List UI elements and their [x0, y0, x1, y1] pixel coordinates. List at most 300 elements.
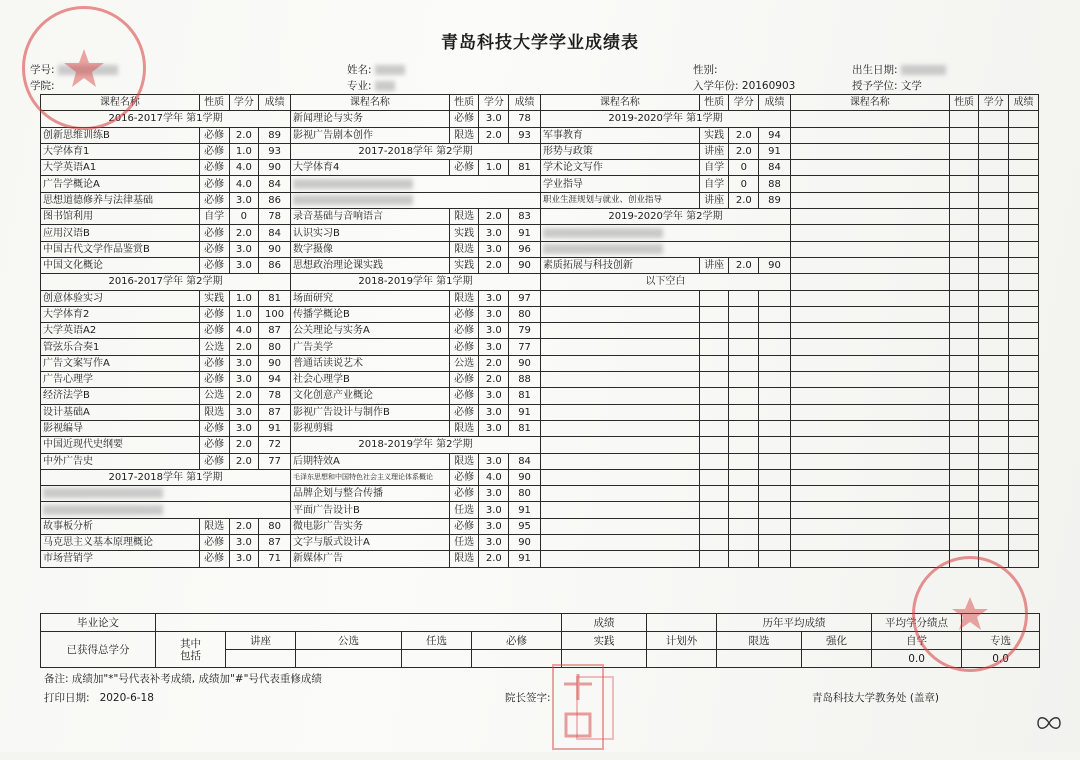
course-name: 公关理论与实务A [290, 323, 449, 339]
dean-signature-label: 院长签字: [505, 692, 551, 704]
empty-cell [979, 225, 1009, 241]
redacted-value [43, 488, 163, 498]
college-label: 学院: [30, 80, 55, 92]
empty-cell [1009, 257, 1039, 273]
course-score: 80 [259, 339, 291, 355]
semester-header: 2017-2018学年 第2学期 [290, 143, 540, 159]
course-name: 图书馆利用 [41, 209, 200, 225]
course-score: 90 [509, 257, 541, 273]
empty-cell [790, 225, 949, 241]
empty-cell [979, 469, 1009, 485]
course-type: 必修 [449, 518, 479, 534]
course-name: 广告心理学 [41, 372, 200, 388]
course-name: 形势与政策 [540, 143, 699, 159]
course-name: 传播学概论B [290, 306, 449, 322]
credit-category: 强化 [802, 632, 872, 650]
course-name: 新媒体广告 [290, 551, 449, 567]
course-score: 91 [509, 404, 541, 420]
empty-cell [979, 388, 1009, 404]
course-score: 90 [509, 355, 541, 371]
empty-cell [979, 404, 1009, 420]
course-credit: 3.0 [479, 404, 509, 420]
empty-cell [949, 192, 979, 208]
empty-cell [790, 192, 949, 208]
course-type: 必修 [449, 469, 479, 485]
course-credit: 3.0 [229, 404, 259, 420]
semester-header: 2018-2019学年 第2学期 [290, 437, 540, 453]
semester-header: 2016-2017学年 第1学期 [41, 111, 291, 127]
course-score: 88 [759, 176, 791, 192]
course-credit: 3.0 [479, 453, 509, 469]
table-row [41, 225, 1039, 241]
course-score: 77 [259, 453, 291, 469]
empty-cell [790, 176, 949, 192]
course-type: 讲座 [699, 143, 729, 159]
empty-cell [790, 518, 949, 534]
empty-cell [1009, 143, 1039, 159]
table-row [41, 502, 1039, 518]
column-header: 学分 [729, 95, 759, 111]
course-credit: 2.0 [229, 437, 259, 453]
gender-field [693, 62, 718, 77]
course-name: 录音基础与音响语言 [290, 209, 449, 225]
course-type: 限选 [199, 518, 229, 534]
course-name: 设计基础A [41, 404, 200, 420]
course-type: 必修 [449, 388, 479, 404]
course-credit: 3.0 [229, 257, 259, 273]
empty-cell [729, 551, 759, 567]
empty-cell [790, 160, 949, 176]
empty-cell [759, 323, 791, 339]
credit-category-value: 0.0 [872, 650, 962, 668]
empty-cell [979, 257, 1009, 273]
empty-cell [790, 127, 949, 143]
course-name: 影视剪辑 [290, 420, 449, 436]
redacted-row [41, 502, 291, 518]
course-credit: 3.0 [479, 306, 509, 322]
course-type: 自学 [199, 209, 229, 225]
course-name: 马克思主义基本原理概论 [41, 535, 200, 551]
credit-category-value: 0.0 [962, 650, 1040, 668]
course-type: 必修 [449, 486, 479, 502]
table-row [41, 469, 1039, 485]
course-name: 广告文案写作A [41, 355, 200, 371]
course-credit: 3.0 [479, 339, 509, 355]
course-type: 必修 [199, 453, 229, 469]
redacted-value [43, 505, 163, 515]
course-score: 94 [259, 372, 291, 388]
course-credit: 2.0 [229, 225, 259, 241]
course-credit: 2.0 [229, 127, 259, 143]
empty-cell [729, 388, 759, 404]
table-row [41, 372, 1039, 388]
course-name: 数字摄像 [290, 241, 449, 257]
empty-cell [790, 502, 949, 518]
column-header: 性质 [449, 95, 479, 111]
empty-cell [759, 290, 791, 306]
table-row [41, 290, 1039, 306]
redacted-value [293, 195, 413, 205]
course-name: 广告美学 [290, 339, 449, 355]
empty-cell [1009, 290, 1039, 306]
empty-cell [759, 486, 791, 502]
empty-cell [979, 241, 1009, 257]
semester-header: 2019-2020学年 第1学期 [540, 111, 790, 127]
print-date [44, 690, 154, 705]
credit-category-value [802, 650, 872, 668]
course-score: 97 [509, 290, 541, 306]
empty-cell [540, 339, 699, 355]
course-score: 95 [509, 518, 541, 534]
empty-cell [1009, 306, 1039, 322]
column-header: 课程名称 [290, 95, 449, 111]
course-type: 任选 [449, 535, 479, 551]
empty-cell [979, 143, 1009, 159]
empty-cell [1009, 404, 1039, 420]
course-name: 经济法学B [41, 388, 200, 404]
birth-label: 出生日期: [852, 64, 898, 76]
empty-cell [1009, 437, 1039, 453]
empty-cell [729, 355, 759, 371]
course-name: 管弦乐合奏1 [41, 339, 200, 355]
course-type: 自学 [699, 160, 729, 176]
course-type: 必修 [199, 257, 229, 273]
empty-cell [1009, 420, 1039, 436]
empty-cell [540, 486, 699, 502]
course-credit: 2.0 [479, 355, 509, 371]
empty-cell [949, 518, 979, 534]
course-score: 93 [509, 127, 541, 143]
empty-cell [1009, 535, 1039, 551]
course-type: 必修 [449, 339, 479, 355]
empty-cell [699, 339, 729, 355]
course-score: 81 [509, 388, 541, 404]
course-score: 91 [259, 420, 291, 436]
course-type: 必修 [449, 111, 479, 127]
course-type: 限选 [449, 453, 479, 469]
empty-cell [729, 486, 759, 502]
empty-cell [540, 420, 699, 436]
course-credit: 3.0 [479, 290, 509, 306]
course-type: 公选 [449, 355, 479, 371]
credit-category: 讲座 [226, 632, 296, 650]
empty-cell [1009, 176, 1039, 192]
course-type: 必修 [199, 420, 229, 436]
column-header-row [41, 95, 1039, 111]
redacted-row [540, 225, 790, 241]
column-header: 成绩 [509, 95, 541, 111]
course-credit: 1.0 [229, 306, 259, 322]
course-type: 必修 [449, 372, 479, 388]
major-field [347, 78, 395, 93]
course-credit: 3.0 [229, 535, 259, 551]
empty-cell [790, 290, 949, 306]
course-credit: 3.0 [479, 388, 509, 404]
course-credit: 3.0 [229, 355, 259, 371]
table-row [41, 355, 1039, 371]
empty-cell [729, 339, 759, 355]
column-header: 成绩 [259, 95, 291, 111]
course-credit: 3.0 [479, 535, 509, 551]
semester-header: 2017-2018学年 第1学期 [41, 469, 291, 485]
course-name: 毛泽东思想和中国特色社会主义理论体系概论 [290, 469, 449, 485]
course-score: 80 [509, 486, 541, 502]
column-header: 课程名称 [41, 95, 200, 111]
course-score: 90 [509, 469, 541, 485]
table-row [41, 241, 1039, 257]
table-row [41, 111, 1039, 127]
course-credit: 4.0 [229, 160, 259, 176]
course-score: 90 [259, 355, 291, 371]
empty-cell [759, 551, 791, 567]
empty-cell [1009, 355, 1039, 371]
course-score: 78 [259, 388, 291, 404]
empty-cell [540, 535, 699, 551]
empty-cell [759, 535, 791, 551]
course-score: 87 [259, 404, 291, 420]
course-score: 90 [259, 160, 291, 176]
course-name: 文化创意产业概论 [290, 388, 449, 404]
empty-cell [699, 551, 729, 567]
empty-cell [979, 518, 1009, 534]
table-row [41, 486, 1039, 502]
table-row [41, 209, 1039, 225]
column-header: 课程名称 [790, 95, 949, 111]
course-type: 必修 [199, 127, 229, 143]
enroll-field [693, 78, 795, 93]
empty-cell [1009, 192, 1039, 208]
degree-value: 文学 [900, 80, 922, 92]
empty-cell [1009, 486, 1039, 502]
empty-cell [949, 355, 979, 371]
credit-category-value [472, 650, 562, 668]
empty-cell [699, 437, 729, 453]
empty-cell [699, 502, 729, 518]
redacted-row [290, 192, 540, 208]
semester-header: 2018-2019学年 第1学期 [290, 274, 540, 290]
course-score: 91 [759, 143, 791, 159]
empty-cell [540, 404, 699, 420]
empty-cell [949, 241, 979, 257]
empty-cell [699, 290, 729, 306]
empty-cell [1009, 388, 1039, 404]
empty-cell [949, 127, 979, 143]
course-score: 91 [509, 502, 541, 518]
credit-category: 限选 [717, 632, 802, 650]
empty-cell [790, 209, 949, 225]
course-name: 中国文化概论 [41, 257, 200, 273]
student-id-label: 学号: [30, 64, 55, 76]
course-score: 89 [259, 127, 291, 143]
course-type: 任选 [449, 502, 479, 518]
empty-cell [759, 518, 791, 534]
course-score: 83 [509, 209, 541, 225]
print-date-value: 2020-6-18 [99, 692, 154, 704]
empty-cell [699, 486, 729, 502]
empty-cell [949, 209, 979, 225]
course-credit: 1.0 [229, 290, 259, 306]
empty-cell [729, 453, 759, 469]
empty-cell [979, 160, 1009, 176]
empty-cell [729, 420, 759, 436]
course-name: 品牌企划与整合传播 [290, 486, 449, 502]
course-credit: 3.0 [479, 420, 509, 436]
course-score: 84 [259, 225, 291, 241]
course-name: 思想政治理论课实践 [290, 257, 449, 273]
course-score: 84 [759, 160, 791, 176]
empty-cell [979, 192, 1009, 208]
empty-cell [949, 290, 979, 306]
empty-cell [790, 143, 949, 159]
empty-cell [699, 420, 729, 436]
name-label: 姓名: [347, 64, 372, 76]
empty-cell [540, 469, 699, 485]
empty-cell [790, 535, 949, 551]
course-credit: 2.0 [479, 127, 509, 143]
empty-cell [790, 469, 949, 485]
empty-cell [540, 290, 699, 306]
empty-cell [729, 404, 759, 420]
course-credit: 3.0 [229, 241, 259, 257]
course-type: 实践 [699, 127, 729, 143]
credit-category: 公选 [296, 632, 402, 650]
course-credit: 3.0 [479, 518, 509, 534]
table-row [41, 535, 1039, 551]
empty-cell [979, 355, 1009, 371]
course-name: 新闻理论与实务 [290, 111, 449, 127]
credit-category-value [226, 650, 296, 668]
empty-cell [949, 323, 979, 339]
course-type: 实践 [449, 257, 479, 273]
course-name: 创新思维训练B [41, 127, 200, 143]
course-type: 必修 [199, 551, 229, 567]
empty-cell [1009, 339, 1039, 355]
empty-cell [699, 404, 729, 420]
empty-cell [699, 388, 729, 404]
table-row [41, 404, 1039, 420]
birth-field [852, 62, 946, 77]
empty-cell [949, 388, 979, 404]
page-title: 青岛科技大学学业成绩表 [441, 33, 639, 53]
course-credit: 1.0 [479, 160, 509, 176]
redacted-value [901, 65, 946, 75]
semester-header: 2019-2020学年 第2学期 [540, 209, 790, 225]
table-row [41, 192, 1039, 208]
course-credit: 2.0 [479, 209, 509, 225]
course-name: 素质拓展与科技创新 [540, 257, 699, 273]
empty-cell [790, 339, 949, 355]
course-credit: 1.0 [229, 143, 259, 159]
course-credit: 4.0 [229, 176, 259, 192]
course-name: 平面广告设计B [290, 502, 449, 518]
seal-emblem-icon [915, 559, 1025, 669]
course-type: 限选 [449, 127, 479, 143]
empty-cell [790, 388, 949, 404]
empty-cell [540, 388, 699, 404]
column-header: 性质 [199, 95, 229, 111]
empty-cell [699, 469, 729, 485]
course-type: 必修 [199, 437, 229, 453]
course-score: 96 [509, 241, 541, 257]
table-row [41, 388, 1039, 404]
empty-cell [979, 306, 1009, 322]
redacted-value [543, 244, 663, 254]
table-row [41, 143, 1039, 159]
course-type: 必修 [449, 323, 479, 339]
empty-cell [1009, 323, 1039, 339]
thesis-title [156, 614, 562, 632]
summary-table [40, 613, 1040, 668]
course-type: 必修 [449, 404, 479, 420]
course-name: 大学体育4 [290, 160, 449, 176]
course-credit: 4.0 [479, 469, 509, 485]
course-name: 军事教育 [540, 127, 699, 143]
empty-cell [1009, 372, 1039, 388]
empty-cell [790, 404, 949, 420]
credit-category-value [402, 650, 472, 668]
empty-cell [1009, 127, 1039, 143]
empty-cell [949, 176, 979, 192]
empty-cell [1009, 469, 1039, 485]
course-score: 91 [509, 551, 541, 567]
empty-cell [949, 160, 979, 176]
empty-cell [979, 339, 1009, 355]
redacted-value [543, 228, 663, 238]
course-score: 81 [259, 290, 291, 306]
empty-cell [949, 502, 979, 518]
empty-cell [979, 372, 1009, 388]
course-name: 职业生涯规划与就业、创业指导 [540, 192, 699, 208]
empty-cell [729, 372, 759, 388]
empty-cell [949, 111, 979, 127]
course-score: 90 [759, 257, 791, 273]
empty-cell [1009, 453, 1039, 469]
course-name: 影视广告剧本创作 [290, 127, 449, 143]
empty-cell [1009, 111, 1039, 127]
remark-note: 备注: 成绩加"*"号代表补考成绩, 成绩加"#"号代表重修成绩 [44, 673, 322, 685]
empty-cell [699, 323, 729, 339]
course-type: 限选 [449, 420, 479, 436]
course-credit: 3.0 [229, 192, 259, 208]
column-header: 成绩 [1009, 95, 1039, 111]
table-row [41, 160, 1039, 176]
redacted-value [375, 65, 405, 75]
table-row [41, 551, 1039, 567]
course-credit: 3.0 [229, 551, 259, 567]
course-type: 必修 [199, 355, 229, 371]
course-type: 限选 [449, 290, 479, 306]
course-type: 必修 [199, 160, 229, 176]
course-score: 78 [509, 111, 541, 127]
empty-cell [759, 306, 791, 322]
course-type: 公选 [199, 339, 229, 355]
gender-label: 性别: [693, 64, 718, 76]
empty-cell [790, 372, 949, 388]
empty-cell [1009, 502, 1039, 518]
empty-cell [699, 453, 729, 469]
office-label: 青岛科技大学教务处 (盖章) [812, 692, 940, 704]
course-name: 大学体育2 [41, 306, 200, 322]
course-name: 认识实习B [290, 225, 449, 241]
course-score: 81 [509, 420, 541, 436]
course-type: 必修 [199, 192, 229, 208]
course-type: 必修 [199, 143, 229, 159]
grades-table [40, 94, 1039, 568]
column-header: 课程名称 [540, 95, 699, 111]
course-credit: 2.0 [229, 518, 259, 534]
course-score: 90 [509, 535, 541, 551]
course-credit: 2.0 [479, 372, 509, 388]
